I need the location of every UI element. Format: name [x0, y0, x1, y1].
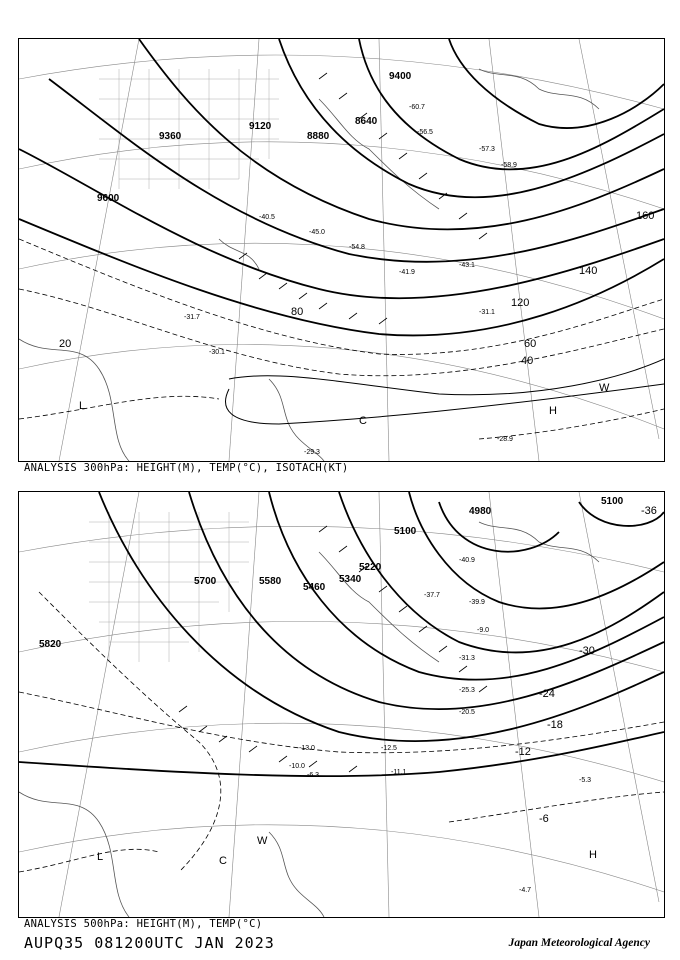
isotherm-label-m36: -36: [641, 505, 657, 517]
graticule: [19, 492, 664, 917]
temp-label: -41.9: [399, 269, 415, 276]
temp-label: -40.5: [259, 214, 275, 221]
height-label-5580: 5580: [259, 576, 282, 587]
marker-high: H: [549, 405, 557, 417]
temp-label: -13.0: [299, 745, 315, 752]
temp-label: -31.1: [479, 309, 495, 316]
caption-300hpa: ANALYSIS 300hPa: HEIGHT(M), TEMP(°C), ISOTACH(KT): [24, 462, 349, 474]
temp-label: -4.7: [519, 887, 532, 894]
temp-label: -39.9: [469, 599, 485, 606]
marker-low: L: [97, 851, 104, 863]
temp-label: -54.8: [349, 244, 365, 251]
chart-code-and-time: AUPQ35 081200UTC JAN 2023: [24, 934, 275, 952]
height-label-5100: 5100: [394, 526, 417, 537]
height-contours: [19, 39, 664, 335]
marker-low: L: [79, 400, 86, 412]
agency-name: Japan Meteorological Agency: [508, 937, 650, 949]
temp-label: -57.3: [479, 146, 495, 153]
temp-label: -45.0: [309, 229, 325, 236]
isotach-label-20: 20: [59, 338, 72, 350]
temp-label: -29.3: [304, 449, 320, 456]
height-label-5700: 5700: [194, 576, 217, 587]
height-contours: [19, 492, 664, 776]
chart-300hpa: [18, 38, 665, 462]
temp-label: -30.1: [209, 349, 225, 356]
isotach-label-120: 120: [511, 297, 530, 309]
temp-label: -6.3: [307, 772, 320, 779]
temp-label: -25.3: [459, 687, 475, 694]
coastline: [19, 69, 599, 461]
height-label-5220: 5220: [359, 562, 382, 573]
height-label-9600: 9600: [97, 193, 120, 204]
map-300hpa: [19, 39, 664, 461]
isotach-label-80: 80: [291, 306, 304, 318]
isotherm-label-m6: -6: [539, 813, 549, 825]
temp-label: -37.7: [424, 592, 440, 599]
marker-cold: C: [359, 415, 367, 427]
temp-label: -43.1: [459, 262, 475, 269]
temp-label: -5.3: [579, 777, 592, 784]
temp-label: -10.0: [289, 763, 305, 770]
height-label-9120: 9120: [249, 121, 272, 132]
caption-500hpa: ANALYSIS 500hPa: HEIGHT(M), TEMP(°C): [24, 918, 263, 930]
marker-warm: W: [599, 382, 610, 394]
temp-label: -12.5: [381, 745, 397, 752]
isotherm-label-m30: -30: [579, 645, 595, 657]
temp-label: -28.9: [497, 436, 513, 443]
wind-barbs: [239, 73, 487, 324]
temp-label: -9.0: [477, 627, 490, 634]
map-500hpa: [19, 492, 664, 917]
isotherm-label-m24: -24: [539, 688, 555, 700]
height-label-5820: 5820: [39, 639, 62, 650]
height-label-5340: 5340: [339, 574, 362, 585]
marker-high: H: [589, 849, 597, 861]
height-label-9360: 9360: [159, 131, 182, 142]
height-label-8640: 8640: [355, 116, 378, 127]
temp-label: -31.3: [459, 655, 475, 662]
height-label-5100-east: 5100: [601, 496, 624, 507]
temp-label: -20.5: [459, 709, 475, 716]
height-label-9400: 9400: [389, 71, 412, 82]
isotach-label-60: 60: [524, 338, 537, 350]
isotach-label-40: 40: [521, 355, 534, 367]
temp-label: -60.7: [409, 104, 425, 111]
chart-500hpa: [18, 491, 665, 918]
temp-label: -58.9: [501, 162, 517, 169]
isotherm-label-m18: -18: [547, 719, 563, 731]
marker-warm: W: [257, 835, 268, 847]
marker-cold: C: [219, 855, 227, 867]
height-label-8880: 8880: [307, 131, 330, 142]
height-label-4980: 4980: [469, 506, 492, 517]
temp-label: -11.1: [391, 769, 407, 776]
temp-label: -31.7: [184, 314, 200, 321]
graticule: [19, 39, 664, 461]
wind-barbs: [179, 526, 490, 772]
isotach-label-160: 160: [636, 210, 655, 222]
height-label-5460: 5460: [303, 582, 326, 593]
isotach-label-140: 140: [579, 265, 598, 277]
temp-label: -56.5: [417, 129, 433, 136]
temperature-hatch: [89, 512, 249, 662]
isotherm-label-m12: -12: [515, 746, 531, 758]
isotherms: [19, 239, 664, 439]
temp-label: -40.9: [459, 557, 475, 564]
